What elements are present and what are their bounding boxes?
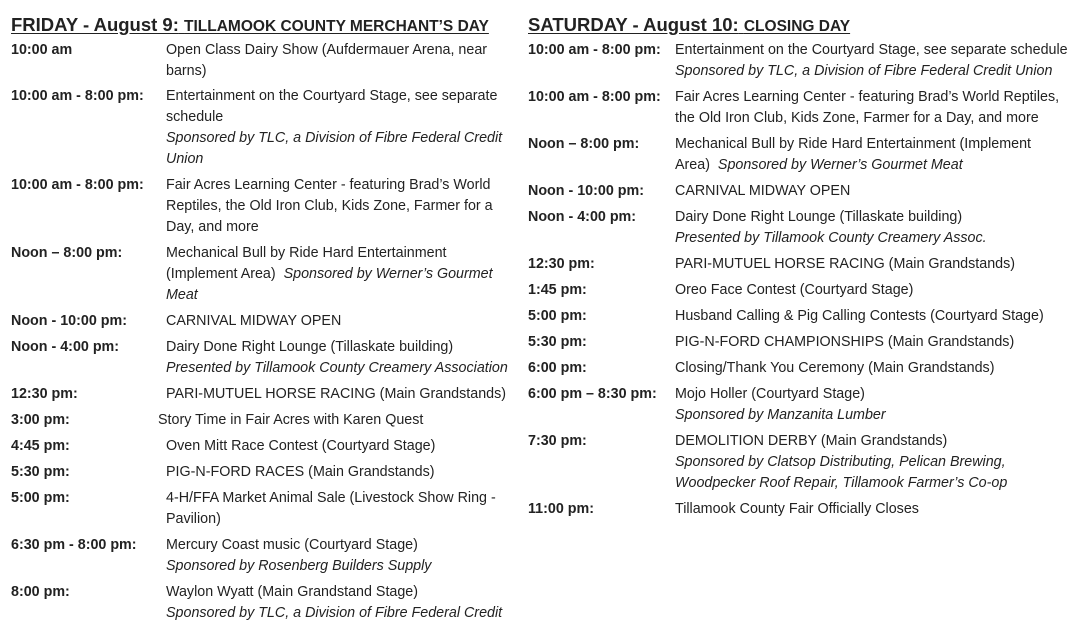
schedule-entry (528, 499, 1072, 520)
event-text: Dairy Done Right Lounge (Tillaskate building) (675, 209, 963, 225)
event-time: 10:00 am - 8:00 pm: (11, 177, 144, 193)
schedule-entry (528, 306, 1072, 327)
event-description (675, 384, 1072, 426)
schedule-entry (11, 384, 519, 405)
event-time: 10:00 am (11, 42, 73, 58)
event-time: 6:00 pm: (528, 360, 587, 376)
schedule-entry (528, 280, 1072, 301)
event-description (675, 431, 1072, 494)
event-sponsor: Sponsored by TLC, a Division of Fibre Federal Credit Union (166, 130, 503, 167)
schedule-entry (528, 40, 1072, 82)
event-description (675, 306, 1072, 327)
event-text: Story Time in Fair Acres with Karen Quest (158, 412, 424, 428)
schedule-entry (11, 410, 519, 431)
saturday-schedule (528, 14, 1072, 525)
event-time: 6:30 pm - 8:00 pm: (11, 537, 137, 553)
event-time: 5:30 pm: (11, 464, 70, 480)
event-text: Waylon Wyatt (Main Grandstand Stage) (166, 584, 419, 600)
event-text: Husband Calling & Pig Calling Contests (Courtyard Stage) (675, 308, 1044, 324)
schedule-entry (528, 431, 1072, 494)
event-description (158, 410, 519, 431)
event-text: Fair Acres Learning Center - featuring Brad’s World Reptiles, the Old Iron Club, Kids Zone, Farmer for a Day, and more (166, 177, 493, 235)
friday-header-sub: TILLAMOOK COUNTY MERCHANT’S DAY (184, 18, 489, 35)
event-text: 4-H/FFA Market Animal Sale (Livestock Show Ring - Pavilion) (166, 490, 496, 527)
event-text: Mechanical Bull by Ride Hard Entertainment (Implement Area) (675, 136, 1031, 173)
event-text: Tillamook County Fair Officially Closes (675, 501, 919, 517)
event-description (166, 40, 519, 82)
event-description (675, 207, 1072, 249)
friday-schedule (11, 14, 519, 629)
schedule-entry (528, 384, 1072, 426)
event-text: Open Class Dairy Show (Aufdermauer Arena, near barns) (166, 42, 488, 79)
event-sponsor: Sponsored by Manzanita Lumber (675, 407, 886, 423)
event-sponsor: Sponsored by TLC, a Division of Fibre Federal Credit Union (675, 63, 1053, 79)
event-text: Fair Acres Learning Center - featuring Brad’s World Reptiles, the Old Iron Club, Kids Zone, Farmer for a Day, and more (675, 89, 1060, 126)
schedule-entry (11, 582, 519, 624)
schedule-entry (11, 311, 519, 332)
event-text: Mechanical Bull by Ride Hard Entertainment (Implement Area) (166, 245, 447, 282)
event-time: 5:30 pm: (528, 334, 587, 350)
schedule-entry (528, 181, 1072, 202)
event-description (166, 175, 519, 238)
event-sponsor: Sponsored by Werner’s Gourmet Meat (166, 266, 493, 303)
event-time: Noon - 4:00 pm: (528, 209, 637, 225)
event-time: 1:45 pm: (528, 282, 587, 298)
event-description (166, 462, 519, 483)
schedule-entry (11, 86, 519, 170)
event-text: Closing/Thank You Ceremony (Main Grandstands) (675, 360, 995, 376)
event-description (675, 254, 1072, 275)
schedule-entry (528, 254, 1072, 275)
event-sponsor: Sponsored by Clatsop Distributing, Pelican Brewing, Woodpecker Roof Repair, Tillamook Farmer’s Co-op (675, 454, 1008, 491)
event-time: 10:00 am - 8:00 pm: (11, 88, 144, 104)
event-text: DEMOLITION DERBY (Main Grandstands) (675, 433, 948, 449)
event-time: 12:30 pm: (528, 256, 595, 272)
saturday-header-sub: CLOSING DAY (743, 18, 851, 35)
event-description (166, 535, 519, 577)
event-description (166, 488, 519, 530)
event-time: 12:30 pm: (11, 386, 78, 402)
schedule-entry (11, 488, 519, 530)
event-time: Noon - 10:00 pm: (11, 313, 127, 329)
event-text: Entertainment on the Courtyard Stage, see separate schedule (166, 88, 498, 125)
event-description (675, 181, 1072, 202)
event-time: 6:00 pm – 8:30 pm: (528, 386, 657, 402)
event-time: Noon – 8:00 pm: (528, 136, 640, 152)
event-description (675, 40, 1072, 82)
event-description (675, 134, 1072, 176)
schedule-entry (528, 87, 1072, 129)
event-sponsor: Sponsored by Rosenberg Builders Supply (166, 558, 432, 574)
event-description (675, 499, 1072, 520)
event-text: Mojo Holler (Courtyard Stage) (675, 386, 865, 402)
saturday-header-main: SATURDAY - August 10: (528, 14, 739, 35)
event-description (166, 311, 519, 332)
event-time: 7:30 pm: (528, 433, 587, 449)
schedule-entry (528, 207, 1072, 249)
event-description (166, 86, 519, 170)
event-description (675, 280, 1072, 301)
event-text: Oreo Face Contest (Courtyard Stage) (675, 282, 914, 298)
friday-header (11, 14, 519, 38)
schedule-entry (528, 134, 1072, 176)
event-text: CARNIVAL MIDWAY OPEN (166, 313, 342, 329)
event-description (166, 436, 519, 457)
event-time: 5:00 pm: (11, 490, 70, 506)
event-time: 10:00 am - 8:00 pm: (528, 42, 661, 58)
event-time: 4:45 pm: (11, 438, 70, 454)
saturday-header (528, 14, 1072, 38)
event-description (166, 243, 519, 306)
event-description (166, 384, 519, 405)
schedule-entry (11, 175, 519, 238)
event-time: 5:00 pm: (528, 308, 587, 324)
event-time: 11:00 pm: (528, 501, 594, 517)
event-description (675, 358, 1072, 379)
schedule-entry (11, 337, 519, 379)
event-text: Entertainment on the Courtyard Stage, see separate schedule (675, 42, 1068, 58)
event-time: Noon – 8:00 pm: (11, 245, 123, 261)
event-time: 10:00 am - 8:00 pm: (528, 89, 661, 105)
event-sponsor: Sponsored by Werner’s Gourmet Meat (717, 157, 963, 173)
event-sponsor: Presented by Tillamook County Creamery Assoc. (675, 230, 987, 246)
event-text: Oven Mitt Race Contest (Courtyard Stage) (166, 438, 436, 454)
schedule-entry (11, 436, 519, 457)
event-sponsor: Sponsored by TLC, a Division of Fibre Federal Credit (166, 605, 503, 621)
schedule-entry (11, 462, 519, 483)
event-text: PARI-MUTUEL HORSE RACING (Main Grandstands) (166, 386, 507, 402)
event-description (166, 582, 519, 624)
event-text: Mercury Coast music (Courtyard Stage) (166, 537, 418, 553)
event-text: CARNIVAL MIDWAY OPEN (675, 183, 851, 199)
schedule-entry (528, 332, 1072, 353)
schedule-entry (11, 535, 519, 577)
event-description (675, 332, 1072, 353)
friday-header-main: FRIDAY - August 9: (11, 14, 179, 35)
event-description (675, 87, 1072, 129)
event-time: 3:00 pm: (11, 412, 70, 428)
event-text: PARI-MUTUEL HORSE RACING (Main Grandstands) (675, 256, 1016, 272)
event-sponsor: Presented by Tillamook County Creamery Association (166, 360, 508, 376)
event-description (166, 337, 519, 379)
event-time: 8:00 pm: (11, 584, 70, 600)
schedule-entry (11, 243, 519, 306)
event-text: PIG-N-FORD CHAMPIONSHIPS (Main Grandstands) (675, 334, 1015, 350)
event-text: PIG-N-FORD RACES (Main Grandstands) (166, 464, 435, 480)
event-time: Noon - 4:00 pm: (11, 339, 120, 355)
schedule-entry (528, 358, 1072, 379)
schedule-entry (11, 40, 519, 82)
event-text: Dairy Done Right Lounge (Tillaskate building) (166, 339, 454, 355)
event-time: Noon - 10:00 pm: (528, 183, 644, 199)
